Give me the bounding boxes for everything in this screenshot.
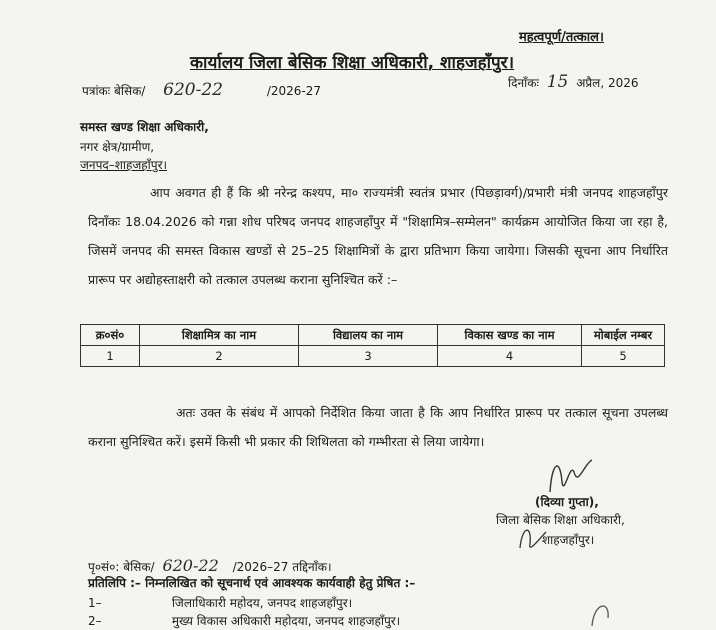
ref-number-handwritten: 620-22 <box>163 80 223 100</box>
body-paragraph-1: आप अवगत ही हैं कि श्री नरेन्द्र कश्यप, मा० राज्यमंत्री स्वतंत्र प्रभार (पिछड़ावर्ग)/प्रभारी मंत्री जनपद शाहजहाँपुर दिनाँकः 18.04.2026 को गन्ना शोध परिषद जनपद शाहजहाँपुर में "शिक्षामित्र–सम्मेलन" कार्यक्रम आयोजित किया जा रहा है, जिसमें जनपद की समस्त विकास खण्डों से 25–25 शिक्षामित्रों के द्वारा प्रतिभाग किया जायेगा। जिसकी सूचना आप निर्धारित प्रारूप पर अद्योहस्ताक्षरी को तत्काल उपलब्ध कराना सुनिश्चित करें :– <box>88 185 668 287</box>
signatory-place: शाहजहाँपुर। <box>542 533 595 547</box>
ref-prefix: पत्रांकः बेसिक/ <box>82 84 146 98</box>
table-header-cell: विद्यालय का नाम <box>299 325 438 346</box>
list-item-number: 2– <box>88 614 102 628</box>
date-day-handwritten: 15 <box>546 72 569 92</box>
list-item-text: जिलाधिकारी महोदय, जनपद शाहजहाँपुर। <box>171 596 353 610</box>
date-label: दिनाँकः <box>508 76 539 90</box>
office-title: कार्यालय जिला बेसिक शिक्षा अधिकारी, शाहजहाँपुर। <box>190 53 515 73</box>
ref-year: /2026-27 <box>266 84 322 98</box>
table-cell: 3 <box>299 346 438 367</box>
list-item <box>88 594 352 611</box>
signatory-designation: जिला बेसिक शिक्षा अधिकारी, <box>496 513 625 527</box>
table-cell: 1 <box>81 346 140 367</box>
list-item-text: मुख्य विकास अधिकारी महोदया, जनपद शाहजहाँपुर। <box>171 614 401 628</box>
addressee-line-1: समस्त खण्ड शिक्षा अधिकारी, <box>80 120 209 134</box>
date-rest: अप्रैल, 2026 <box>576 76 639 90</box>
shikshamitra-format-table <box>80 324 665 367</box>
addressee-line-2: नगर क्षेत्र/ग्रामीण, <box>80 140 155 154</box>
letter-date <box>508 72 639 92</box>
body-paragraph-2: अतः उक्त के संबंध में आपको निर्देशित किया जाता है कि आप निर्धारित प्रारूप पर तत्काल सूचना उपलब्ध कराना सुनिश्चित करें। इसमें किसी भी प्रकार की शिथिलता को गम्भीरता से लिया जायेगा। <box>88 405 668 449</box>
table-cell: 5 <box>582 346 665 367</box>
table-cell: 4 <box>438 346 582 367</box>
table-header-cell: विकास खण्ड का नाम <box>438 325 582 346</box>
table-cell: 2 <box>140 346 299 367</box>
table-row <box>81 346 665 367</box>
list-item <box>88 612 400 629</box>
copy-ref-line <box>88 556 332 575</box>
copy-heading: प्रतिलिपि :– निम्नलिखित को सूचनार्थ एवं आवश्यक कार्यवाही हेतु प्रेषित :– <box>88 576 416 590</box>
addressee-line-3: जनपद–शाहजहाँपुर। <box>80 158 168 172</box>
copy-ref-suffix: /2026–27 तद्दिनाँक। <box>232 560 332 574</box>
signatory-name: (दिव्या गुप्ता), <box>535 495 599 509</box>
list-item-number: 1– <box>88 596 102 610</box>
priority-marking: महत्वपूर्ण/तत्काल। <box>519 30 604 45</box>
table-header-cell: क्र०सं० <box>81 325 140 346</box>
table-header-cell: शिक्षामित्र का नाम <box>140 325 299 346</box>
table-header-cell: मोबाईल नम्बर <box>582 325 665 346</box>
table-header-row <box>81 325 665 346</box>
copy-ref-number-handwritten: 620-22 <box>162 556 219 575</box>
copy-ref-prefix: पृ०सं०: बेसिक/ <box>88 560 155 574</box>
pen-mark <box>588 598 616 628</box>
ref-line <box>82 80 321 100</box>
